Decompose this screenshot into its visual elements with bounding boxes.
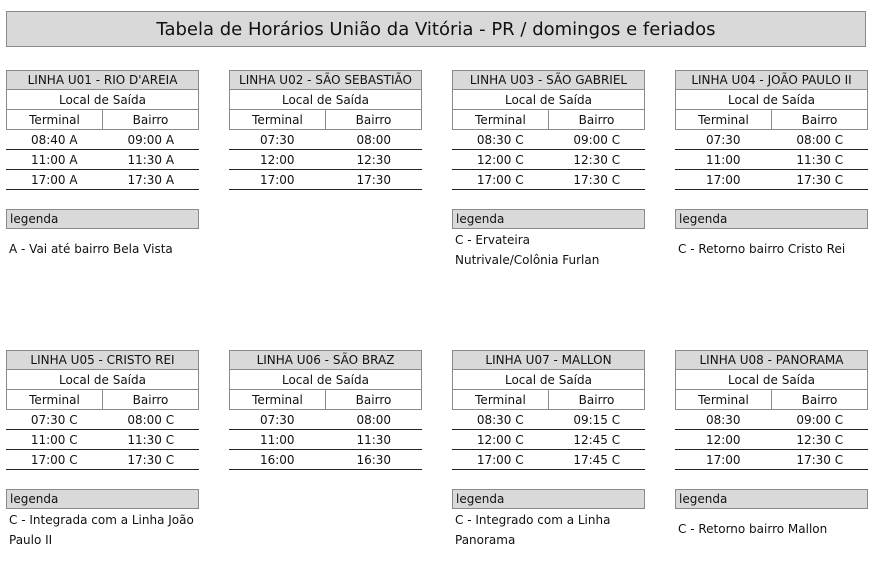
schedule-table [6, 70, 199, 190]
column-header-terminal: Terminal [453, 110, 549, 129]
departure-terminal: 11:00 C [30, 432, 78, 447]
column-header-terminal: Terminal [7, 390, 103, 409]
departure-bairro: 17:30 C [573, 172, 621, 187]
table-row [229, 430, 422, 450]
column-header-row [229, 390, 422, 410]
departure-bairro: 12:30 C [796, 432, 844, 447]
column-header-terminal: Terminal [7, 110, 103, 129]
departure-terminal: 12:00 [259, 152, 295, 167]
departure-bairro: 09:15 C [573, 412, 621, 427]
table-row [229, 170, 422, 190]
line-title: LINHA U04 - JOÃO PAULO II [675, 70, 868, 90]
departure-bairro: 17:30 C [796, 452, 844, 467]
table-row [452, 450, 645, 470]
origin-label: Local de Saída [229, 370, 422, 390]
line-title: LINHA U08 - PANORAMA [675, 350, 868, 370]
table-row [675, 430, 868, 450]
departure-bairro: 09:00 A [127, 132, 175, 147]
departure-bairro: 17:30 C [127, 452, 175, 467]
table-row [452, 130, 645, 150]
departure-terminal: 12:00 C [476, 432, 524, 447]
departure-terminal: 07:30 [705, 132, 741, 147]
departure-bairro: 08:00 [356, 412, 392, 427]
line-title: LINHA U03 - SÃO GABRIEL [452, 70, 645, 90]
departure-bairro: 11:30 C [796, 152, 844, 167]
column-header-row [229, 110, 422, 130]
line-title: LINHA U02 - SÃO SEBASTIÃO [229, 70, 422, 90]
column-header-row [675, 110, 868, 130]
departure-bairro: 11:30 A [127, 152, 175, 167]
departure-bairro: 17:30 C [796, 172, 844, 187]
table-row [675, 450, 868, 470]
table-row [6, 430, 199, 450]
table-row [452, 430, 645, 450]
departure-bairro: 12:45 C [573, 432, 621, 447]
line-title: LINHA U07 - MALLON [452, 350, 645, 370]
column-header-terminal: Terminal [676, 110, 772, 129]
line-title: LINHA U01 - RIO D'AREIA [6, 70, 199, 90]
column-header-bairro: Bairro [355, 112, 392, 127]
legend-label-u04: legenda [675, 209, 868, 229]
schedule-table [229, 70, 422, 190]
column-header-row [6, 110, 199, 130]
departure-bairro: 11:30 [356, 432, 392, 447]
column-header-bairro: Bairro [132, 112, 169, 127]
departure-terminal: 07:30 C [30, 412, 78, 427]
table-row [452, 170, 645, 190]
origin-label: Local de Saída [229, 90, 422, 110]
departure-terminal: 07:30 [259, 132, 295, 147]
column-header-row [452, 110, 645, 130]
column-header-bairro: Bairro [801, 392, 838, 407]
table-row [675, 410, 868, 430]
schedule-table [452, 350, 645, 470]
schedule-table [229, 350, 422, 470]
legend-note-u07: C - Integrado com a Linha Panorama [455, 513, 611, 547]
column-header-bairro: Bairro [801, 112, 838, 127]
table-row [229, 130, 422, 150]
departure-terminal: 17:00 [705, 452, 741, 467]
legend-note-u08: C - Retorno bairro Mallon [678, 522, 828, 536]
legend-label-u03: legenda [452, 209, 645, 229]
schedule-table [6, 350, 199, 470]
departure-bairro: 12:30 [356, 152, 392, 167]
origin-label: Local de Saída [675, 370, 868, 390]
departure-terminal: 17:00 C [476, 172, 524, 187]
departure-terminal: 07:30 [259, 412, 295, 427]
departure-terminal: 17:00 A [30, 172, 78, 187]
column-header-bairro: Bairro [132, 392, 169, 407]
departure-bairro: 08:00 C [127, 412, 175, 427]
departure-bairro: 16:30 [356, 452, 392, 467]
departure-terminal: 17:00 [259, 172, 295, 187]
page-title: Tabela de Horários União da Vitória - PR / domingos e feriados [6, 11, 866, 47]
table-row [452, 150, 645, 170]
departure-terminal: 16:00 [259, 452, 295, 467]
table-row [6, 130, 199, 150]
legend-note-u04: C - Retorno bairro Cristo Rei [678, 242, 846, 256]
departure-terminal: 08:30 [705, 412, 741, 427]
table-row [675, 170, 868, 190]
departure-bairro: 17:45 C [573, 452, 621, 467]
column-header-bairro: Bairro [355, 392, 392, 407]
table-row [229, 410, 422, 430]
departure-bairro: 09:00 C [796, 412, 844, 427]
schedule-table [452, 70, 645, 190]
column-header-row [6, 390, 199, 410]
origin-label: Local de Saída [452, 370, 645, 390]
legend-label-u08: legenda [675, 489, 868, 509]
line-title: LINHA U05 - CRISTO REI [6, 350, 199, 370]
departure-bairro: 12:30 C [573, 152, 621, 167]
table-row [229, 450, 422, 470]
departure-terminal: 17:00 C [30, 452, 78, 467]
departure-terminal: 12:00 C [476, 152, 524, 167]
departure-bairro: 17:30 [356, 172, 392, 187]
departure-bairro: 08:00 [356, 132, 392, 147]
table-row [675, 130, 868, 150]
table-row [6, 450, 199, 470]
departure-bairro: 11:30 C [127, 432, 175, 447]
departure-terminal: 12:00 [705, 432, 741, 447]
column-header-bairro: Bairro [578, 392, 615, 407]
legend-label-u01: legenda [6, 209, 199, 229]
table-row [452, 410, 645, 430]
column-header-row [452, 390, 645, 410]
origin-label: Local de Saída [6, 90, 199, 110]
departure-bairro: 09:00 C [573, 132, 621, 147]
legend-note-u01: A - Vai até bairro Bela Vista [9, 242, 173, 256]
origin-label: Local de Saída [6, 370, 199, 390]
origin-label: Local de Saída [452, 90, 645, 110]
departure-terminal: 11:00 [259, 432, 295, 447]
column-header-bairro: Bairro [578, 112, 615, 127]
column-header-row [675, 390, 868, 410]
schedule-table [675, 350, 868, 470]
departure-terminal: 08:40 A [30, 132, 78, 147]
column-header-terminal: Terminal [453, 390, 549, 409]
column-header-terminal: Terminal [230, 390, 326, 409]
table-row [6, 410, 199, 430]
departure-terminal: 17:00 [705, 172, 741, 187]
line-title: LINHA U06 - SÃO BRAZ [229, 350, 422, 370]
legend-label-u07: legenda [452, 489, 645, 509]
legend-label-u05: legenda [6, 489, 199, 509]
table-row [6, 170, 199, 190]
departure-terminal: 08:30 C [476, 412, 524, 427]
schedule-table [675, 70, 868, 190]
departure-bairro: 08:00 C [796, 132, 844, 147]
legend-note-u03: C - Ervateira Nutrivale/Colônia Furlan [455, 233, 600, 267]
table-row [6, 150, 199, 170]
legend-note-u05: C - Integrada com a Linha João Paulo II [9, 513, 194, 547]
departure-terminal: 08:30 C [476, 132, 524, 147]
column-header-terminal: Terminal [230, 110, 326, 129]
departure-terminal: 11:00 A [30, 152, 78, 167]
origin-label: Local de Saída [675, 90, 868, 110]
table-row [229, 150, 422, 170]
table-row [675, 150, 868, 170]
departure-terminal: 17:00 C [476, 452, 524, 467]
column-header-terminal: Terminal [676, 390, 772, 409]
departure-bairro: 17:30 A [127, 172, 175, 187]
departure-terminal: 11:00 [705, 152, 741, 167]
